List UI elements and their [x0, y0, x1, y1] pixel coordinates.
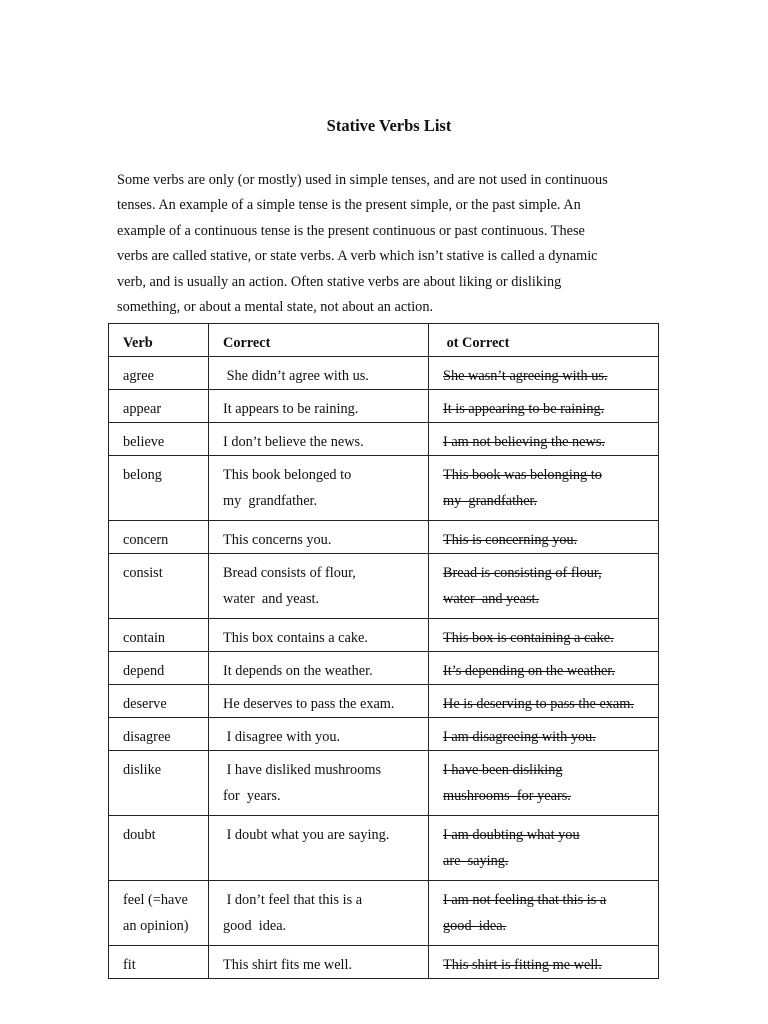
incorrect-example-cell: [429, 619, 659, 652]
intro-paragraph: [117, 168, 657, 320]
struck-text: It is appearing to be raining.: [443, 401, 605, 417]
correct-example-cell-line: I doubt what you are saying.: [223, 827, 390, 843]
header-not-correct: ot Correct: [429, 324, 659, 357]
correct-example-cell: [209, 423, 429, 456]
intro-line: verbs are called stative, or state verbs. A verb which isn’t stative is called a dynamic: [117, 248, 598, 265]
header-verb: Verb: [109, 324, 209, 357]
verb-cell-line: agree: [123, 368, 154, 384]
struck-text: He is deserving to pass the exam.: [443, 696, 634, 712]
verb-cell: [109, 652, 209, 685]
verb-cell: [109, 357, 209, 390]
verb-cell: [109, 718, 209, 751]
correct-example-cell: [209, 881, 429, 946]
incorrect-example-cell-line: [443, 363, 658, 389]
verb-cell: [109, 685, 209, 718]
struck-text: mushrooms for years.: [443, 788, 571, 804]
incorrect-example-cell-line: [443, 429, 658, 455]
verb-cell-line: believe: [123, 434, 165, 450]
struck-text: This shirt is fitting me well.: [443, 957, 602, 973]
correct-example-cell-line: for years.: [223, 788, 281, 804]
struck-text: I have been disliking: [443, 762, 563, 778]
incorrect-example-cell-line: [443, 783, 658, 809]
struck-text: This book was belonging to: [443, 467, 602, 483]
verb-cell-line: deserve: [123, 696, 167, 712]
correct-example-cell-line: my grandfather.: [223, 493, 318, 509]
table-row: [109, 685, 659, 718]
verb-cell: [109, 554, 209, 619]
incorrect-example-cell-line: [443, 822, 658, 848]
table-row: [109, 554, 659, 619]
verb-cell-line: contain: [123, 630, 166, 646]
correct-example-cell-line: I have disliked mushrooms: [223, 762, 382, 778]
page-title: Stative Verbs List: [326, 116, 452, 135]
correct-example-cell-line: water and yeast.: [223, 591, 320, 607]
struck-text: good idea.: [443, 918, 507, 934]
table-row: [109, 456, 659, 521]
header-correct: Correct: [209, 324, 429, 357]
verb-cell: [109, 619, 209, 652]
incorrect-example-cell: [429, 881, 659, 946]
correct-example-cell: [209, 456, 429, 521]
correct-example-cell-line: It appears to be raining.: [223, 401, 359, 417]
intro-line: something, or about a mental state, not about an action.: [117, 299, 434, 316]
table-row: [109, 816, 659, 881]
table-row: [109, 521, 659, 554]
incorrect-example-cell-line: [443, 913, 658, 939]
incorrect-example-cell-line: [443, 887, 658, 913]
correct-example-cell: [209, 652, 429, 685]
verb-cell-line: an opinion): [123, 918, 189, 934]
struck-text: I am not feeling that this is a: [443, 892, 607, 908]
verb-cell: [109, 423, 209, 456]
correct-example-cell: [209, 619, 429, 652]
struck-text: my grandfather.: [443, 493, 538, 509]
incorrect-example-cell: [429, 685, 659, 718]
table-row: [109, 881, 659, 946]
correct-example-cell-line: good idea.: [223, 918, 287, 934]
table-row: [109, 946, 659, 979]
correct-example-cell-line: It depends on the weather.: [223, 663, 373, 679]
intro-line: verb, and is usually an action. Often stative verbs are about liking or disliking: [117, 273, 562, 290]
incorrect-example-cell-line: [443, 757, 658, 783]
verb-cell: [109, 390, 209, 423]
verb-cell-line: concern: [123, 532, 169, 548]
verb-cell-line: belong: [123, 467, 162, 483]
verb-cell-line: fit: [123, 957, 136, 973]
table-row: [109, 718, 659, 751]
correct-example-cell-line: He deserves to pass the exam.: [223, 696, 395, 712]
verb-cell: [109, 881, 209, 946]
table-row: [109, 652, 659, 685]
verb-cell: [109, 751, 209, 816]
table-body: [109, 357, 659, 979]
incorrect-example-cell: [429, 521, 659, 554]
table-header-row: [109, 324, 659, 357]
correct-example-cell-line: This book belonged to: [223, 467, 352, 483]
verb-cell: [109, 816, 209, 881]
correct-example-cell: [209, 521, 429, 554]
verb-cell-line: dislike: [123, 762, 162, 778]
verb-cell: [109, 946, 209, 979]
table-row: [109, 357, 659, 390]
incorrect-example-cell: [429, 751, 659, 816]
incorrect-example-cell-line: [443, 625, 658, 651]
correct-example-cell: [209, 554, 429, 619]
incorrect-example-cell: [429, 946, 659, 979]
incorrect-example-cell: [429, 456, 659, 521]
incorrect-example-cell: [429, 357, 659, 390]
incorrect-example-cell: [429, 423, 659, 456]
struck-text: It’s depending on the weather.: [443, 663, 615, 679]
correct-example-cell: [209, 751, 429, 816]
correct-example-cell: [209, 685, 429, 718]
table-row: [109, 751, 659, 816]
intro-line: tenses. An example of a simple tense is the present simple, or the past simple. An: [117, 197, 581, 214]
incorrect-example-cell-line: [443, 952, 658, 978]
struck-text: This is concerning you.: [443, 532, 578, 548]
incorrect-example-cell-line: [443, 527, 658, 553]
struck-text: She wasn’t agreeing with us.: [443, 368, 608, 384]
correct-example-cell: [209, 816, 429, 881]
struck-text: are saying.: [443, 853, 509, 869]
verb-cell: [109, 521, 209, 554]
intro-line: Some verbs are only (or mostly) used in simple tenses, and are not used in continuous: [117, 172, 608, 188]
verb-cell-line: feel (=have: [123, 892, 188, 908]
correct-example-cell-line: This concerns you.: [223, 532, 332, 548]
verb-cell: [109, 456, 209, 521]
struck-text: I am not believing the news.: [443, 434, 605, 450]
struck-text: water and yeast.: [443, 591, 540, 607]
incorrect-example-cell: [429, 554, 659, 619]
stative-verbs-table: [108, 323, 659, 979]
struck-text: Bread is consisting of flour,: [443, 565, 602, 581]
intro-line: example of a continuous tense is the present continuous or past continuous. These: [117, 222, 585, 239]
verb-cell-line: consist: [123, 565, 163, 581]
incorrect-example-cell-line: [443, 462, 658, 488]
verb-cell-line: appear: [123, 401, 162, 417]
struck-text: I am doubting what you: [443, 827, 580, 843]
correct-example-cell-line: She didn’t agree with us.: [223, 368, 369, 384]
correct-example-cell: [209, 718, 429, 751]
incorrect-example-cell: [429, 718, 659, 751]
correct-example-cell-line: This box contains a cake.: [223, 630, 368, 646]
incorrect-example-cell: [429, 390, 659, 423]
struck-text: I am disagreeing with you.: [443, 729, 596, 745]
struck-text: This box is containing a cake.: [443, 630, 614, 646]
incorrect-example-cell-line: [443, 724, 658, 750]
incorrect-example-cell: [429, 816, 659, 881]
correct-example-cell: [209, 357, 429, 390]
table-row: [109, 423, 659, 456]
incorrect-example-cell: [429, 652, 659, 685]
incorrect-example-cell-line: [443, 658, 658, 684]
incorrect-example-cell-line: [443, 488, 658, 514]
verb-cell-line: depend: [123, 663, 165, 679]
correct-example-cell: [209, 946, 429, 979]
correct-example-cell-line: I don’t feel that this is a: [223, 892, 363, 908]
incorrect-example-cell-line: [443, 396, 658, 422]
correct-example-cell-line: I don’t believe the news.: [223, 434, 364, 450]
correct-example-cell-line: This shirt fits me well.: [223, 957, 353, 973]
incorrect-example-cell-line: [443, 560, 658, 586]
correct-example-cell-line: Bread consists of flour,: [223, 565, 356, 581]
correct-example-cell: [209, 390, 429, 423]
correct-example-cell-line: I disagree with you.: [223, 729, 341, 745]
table-row: [109, 619, 659, 652]
incorrect-example-cell-line: [443, 691, 658, 717]
table-row: [109, 390, 659, 423]
incorrect-example-cell-line: [443, 586, 658, 612]
incorrect-example-cell-line: [443, 848, 658, 874]
verb-cell-line: doubt: [123, 827, 156, 843]
verb-cell-line: disagree: [123, 729, 171, 745]
